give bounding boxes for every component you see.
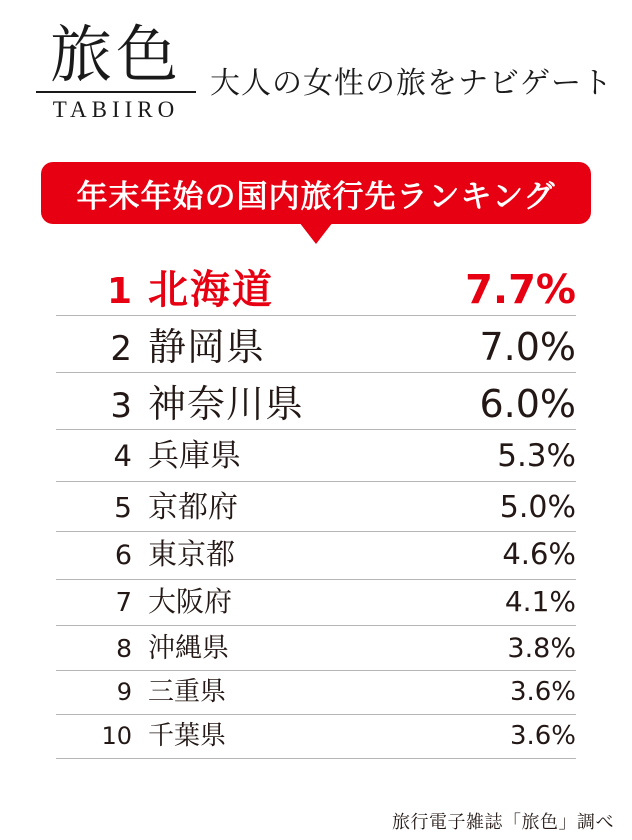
rank-number: 1	[106, 271, 132, 312]
percentage-value: 3.6%	[509, 721, 576, 751]
table-row	[56, 258, 576, 316]
destination-name: 北海道	[148, 267, 274, 313]
percentage-value: 4.6%	[502, 537, 576, 571]
rank-number: 7	[115, 588, 132, 618]
logo	[26, 18, 206, 123]
table-row	[56, 316, 576, 373]
destination-name: 静岡県	[148, 325, 266, 369]
table-row	[56, 626, 576, 671]
destination-name: 京都府	[148, 490, 238, 525]
rank-number: 9	[116, 678, 132, 706]
banner-pointer	[299, 222, 333, 244]
percentage-value: 5.0%	[499, 490, 576, 525]
tagline: 大人の女性の旅をナビゲート	[210, 66, 613, 101]
logo-divider	[36, 91, 196, 93]
percentage-value: 4.1%	[504, 585, 576, 618]
rank-number: 4	[113, 439, 132, 473]
header	[0, 0, 632, 150]
title-banner-body	[41, 162, 591, 224]
rank-number: 5	[114, 491, 132, 524]
percentage-value: 3.8%	[507, 633, 576, 664]
destination-name: 千葉県	[148, 721, 227, 751]
destination-name: 大阪府	[148, 585, 233, 618]
table-row	[56, 430, 576, 482]
table-row	[56, 482, 576, 532]
percentage-value: 7.7%	[465, 267, 576, 313]
percentage-value: 5.3%	[497, 438, 576, 474]
table-row	[56, 580, 576, 626]
percentage-value: 7.0%	[479, 325, 576, 369]
destination-name: 東京都	[148, 537, 236, 571]
rank-number: 8	[116, 634, 132, 663]
destination-name: 兵庫県	[148, 438, 241, 474]
table-row	[56, 715, 576, 759]
table-row	[56, 532, 576, 580]
logo-wordmark: 旅色	[49, 18, 182, 91]
percentage-value: 6.0%	[479, 382, 576, 426]
destination-name: 神奈川県	[148, 382, 305, 426]
logo-romanized: TABIIRO	[52, 97, 180, 123]
table-row	[56, 373, 576, 430]
destination-name: 三重県	[148, 677, 227, 707]
destination-name: 沖縄県	[148, 633, 229, 664]
page-title: 年末年始の国内旅行先ランキング	[76, 178, 556, 215]
rank-number: 2	[110, 329, 132, 369]
source-note: 旅行電子雑誌「旅色」調べ	[392, 812, 614, 833]
title-banner	[0, 154, 632, 250]
rank-number: 6	[114, 540, 132, 571]
ranking-list	[56, 258, 576, 759]
table-row	[56, 671, 576, 715]
percentage-value: 3.6%	[509, 677, 576, 707]
rank-number: 10	[101, 722, 132, 750]
rank-number: 3	[110, 386, 132, 426]
